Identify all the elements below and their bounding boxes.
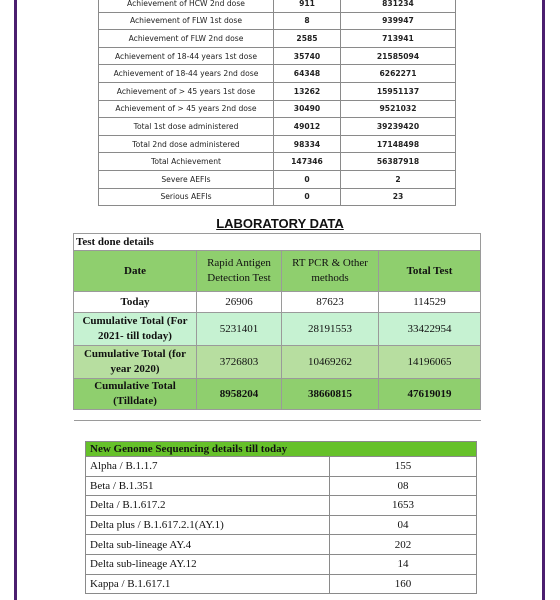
vaccination-label: Total Achievement [99,153,274,171]
lab-header-total: Total Test [379,251,481,292]
vaccination-total-value: 21585094 [341,47,456,65]
lab-row-rtpcr: 10469262 [282,346,379,379]
lab-header-rtpcr: RT PCR & Other methods [282,251,379,292]
lab-row-total: 47619019 [379,379,481,410]
lab-header-rapid: Rapid Antigen Detection Test [197,251,282,292]
vaccination-label: Achievement of FLW 2nd dose [99,30,274,48]
page-border-left [14,0,17,600]
genome-sequencing-table [85,441,477,594]
lab-row-label: Cumulative Total (Tilldate) [74,379,197,410]
vaccination-label: Achievement of HCW 2nd dose [99,0,274,12]
lab-row-rtpcr: 38660815 [282,379,379,410]
genome-count: 202 [330,535,477,555]
vaccination-label: Achievement of 18-44 years 2nd dose [99,65,274,83]
vaccination-label: Achievement of FLW 1st dose [99,12,274,30]
vaccination-row [99,170,456,188]
lab-header-row [74,251,481,292]
page-border-right [542,0,545,600]
vaccination-today-value: 8 [274,12,341,30]
lab-row-cumulative-tilldate [74,379,481,410]
vaccination-row [99,100,456,118]
lab-row-total: 33422954 [379,313,481,346]
lab-row-rtpcr: 87623 [282,292,379,313]
laboratory-data-title: LABORATORY DATA [216,216,344,231]
genome-count: 08 [330,476,477,496]
genome-lineage: Delta plus / B.1.617.2.1(AY.1) [86,515,330,535]
genome-lineage: Delta sub-lineage AY.12 [86,554,330,574]
genome-row [86,457,477,477]
vaccination-row [99,65,456,83]
genome-lineage: Delta sub-lineage AY.4 [86,535,330,555]
lab-row-cumulative-2021 [74,313,481,346]
lab-row-today [74,292,481,313]
vaccination-label: Achievement of > 45 years 2nd dose [99,100,274,118]
vaccination-total-value: 6262271 [341,65,456,83]
genome-lineage: Alpha / B.1.1.7 [86,457,330,477]
vaccination-row [99,30,456,48]
vaccination-row [99,153,456,171]
vaccination-row [99,47,456,65]
vaccination-total-value: 9521032 [341,100,456,118]
genome-count: 04 [330,515,477,535]
lab-row-total: 14196065 [379,346,481,379]
vaccination-today-value: 30490 [274,100,341,118]
vaccination-row [99,0,456,12]
vaccination-label: Serious AEFIs [99,188,274,206]
lab-row-cumulative-2020 [74,346,481,379]
lab-row-rapid: 26906 [197,292,282,313]
lab-caption: Test done details [74,234,481,251]
vaccination-today-value: 13262 [274,82,341,100]
lab-footer-spacer [74,410,481,421]
vaccination-label: Total 1st dose administered [99,118,274,136]
lab-header-date: Date [74,251,197,292]
vaccination-label: Severe AEFIs [99,170,274,188]
vaccination-row [99,82,456,100]
vaccination-total-value: 939947 [341,12,456,30]
vaccination-row [99,188,456,206]
vaccination-table [98,0,456,206]
genome-row [86,476,477,496]
vaccination-today-value: 35740 [274,47,341,65]
genome-count: 160 [330,574,477,594]
genome-count: 14 [330,554,477,574]
genome-count: 1653 [330,496,477,516]
genome-row [86,496,477,516]
vaccination-label: Achievement of 18-44 years 1st dose [99,47,274,65]
genome-lineage: Beta / B.1.351 [86,476,330,496]
genome-row [86,535,477,555]
lab-row-rapid: 3726803 [197,346,282,379]
vaccination-total-value: 56387918 [341,153,456,171]
vaccination-total-value: 15951137 [341,82,456,100]
genome-header: New Genome Sequencing details till today [86,442,477,457]
genome-row [86,554,477,574]
vaccination-label: Achievement of > 45 years 1st dose [99,82,274,100]
vaccination-total-value: 831234 [341,0,456,12]
lab-row-rtpcr: 28191553 [282,313,379,346]
vaccination-row [99,118,456,136]
vaccination-today-value: 0 [274,170,341,188]
vaccination-row [99,135,456,153]
genome-header-row [86,442,477,457]
genome-count: 155 [330,457,477,477]
lab-footer-cell [74,410,481,421]
vaccination-today-value: 64348 [274,65,341,83]
vaccination-today-value: 0 [274,188,341,206]
lab-row-rapid: 8958204 [197,379,282,410]
genome-row [86,515,477,535]
genome-lineage: Kappa / B.1.617.1 [86,574,330,594]
vaccination-label: Total 2nd dose administered [99,135,274,153]
lab-row-label: Cumulative Total (For 2021- till today) [74,313,197,346]
vaccination-today-value: 98334 [274,135,341,153]
vaccination-today-value: 911 [274,0,341,12]
lab-row-rapid: 5231401 [197,313,282,346]
vaccination-total-value: 23 [341,188,456,206]
vaccination-today-value: 49012 [274,118,341,136]
lab-row-label: Today [74,292,197,313]
genome-lineage: Delta / B.1.617.2 [86,496,330,516]
lab-row-total: 114529 [379,292,481,313]
vaccination-row [99,12,456,30]
vaccination-total-value: 2 [341,170,456,188]
vaccination-total-value: 713941 [341,30,456,48]
lab-row-label: Cumulative Total (for year 2020) [74,346,197,379]
genome-row [86,574,477,594]
laboratory-table [73,233,481,421]
vaccination-today-value: 2585 [274,30,341,48]
vaccination-today-value: 147346 [274,153,341,171]
vaccination-total-value: 39239420 [341,118,456,136]
vaccination-total-value: 17148498 [341,135,456,153]
